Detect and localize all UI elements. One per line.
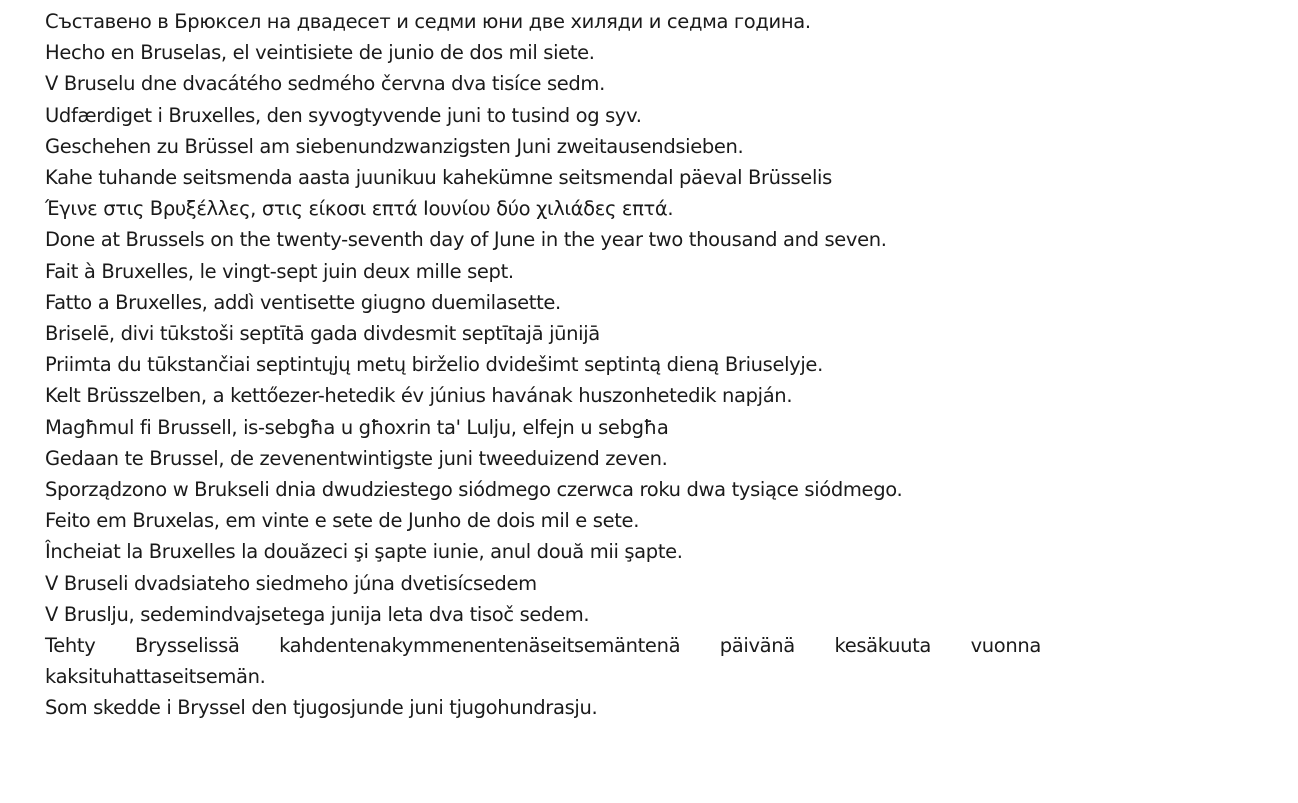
clause-swedish: Som skedde i Bryssel den tjugosjunde juni tjugohundrasju.	[45, 696, 598, 720]
clause-german: Geschehen zu Brüssel am siebenundzwanzigsten Juni zweitausendsieben.	[45, 134, 744, 158]
clause-spanish: Hecho en Bruselas, el veintisiete de junio de dos mil siete.	[45, 41, 595, 65]
clause-greek: Έγινε στις Βρυξέλλες, στις είκοσι επτά Ιουνίου δύο χιλιάδες επτά.	[45, 197, 674, 221]
clause-portuguese: Feito em Bruxelas, em vinte e sete de Junho de dois mil e sete.	[45, 509, 640, 533]
clause-dutch: Gedaan te Brussel, de zevenentwintigste juni tweeduizend zeven.	[45, 446, 668, 470]
clause-romanian: Încheiat la Bruxelles la douăzeci şi şapte iunie, anul două mii şapte.	[45, 540, 683, 564]
clause-french: Fait à Bruxelles, le vingt-sept juin deux mille sept.	[45, 259, 514, 283]
signature-clause-text	[45, 6, 1041, 724]
clause-slovenian: V Bruslju, sedemindvajsetega junija leta dva tisoč sedem.	[45, 602, 590, 626]
clause-czech: V Bruselu dne dvacátého sedmého června dva tisíce sedm.	[45, 72, 605, 96]
clause-lithuanian: Priimta du tūkstančiai septintųjų metų birželio dvidešimt septintą dieną Briuselyje.	[45, 353, 823, 377]
clause-maltese: Magħmul fi Brussell, is-sebgħa u għoxrin ta' Lulju, elfejn u sebgħa	[45, 415, 669, 439]
clause-estonian: Kahe tuhande seitsmenda aasta juunikuu kahekümne seitsmendal päeval Brüsselis	[45, 166, 832, 190]
clause-finnish: Tehty Brysselissä kahdentenakymmenentenäseitsemäntenä päivänä kesäkuuta vuonna kaksituhattaseitsemän.	[45, 634, 1041, 689]
clause-hungarian: Kelt Brüsszelben, a kettőezer-hetedik év június havának huszonhetedik napján.	[45, 384, 793, 408]
clause-bulgarian: Съставено в Брюксел на двадесет и седми юни две хиляди и седма година.	[45, 10, 811, 33]
clause-polish: Sporządzono w Brukseli dnia dwudziestego siódmego czerwca roku dwa tysiące siódmego.	[45, 478, 903, 502]
clause-english: Done at Brussels on the twenty-seventh day of June in the year two thousand and seven.	[45, 228, 887, 252]
clause-italian: Fatto a Bruxelles, addì ventisette giugno duemilasette.	[45, 290, 561, 314]
clause-danish: Udfærdiget i Bruxelles, den syvogtyvende juni to tusind og syv.	[45, 103, 642, 127]
clause-latvian: Briselē, divi tūkstoši septītā gada divdesmit septītajā jūnijā	[45, 322, 600, 346]
clause-slovak: V Bruseli dvadsiateho siedmeho júna dvetisícsedem	[45, 571, 537, 595]
